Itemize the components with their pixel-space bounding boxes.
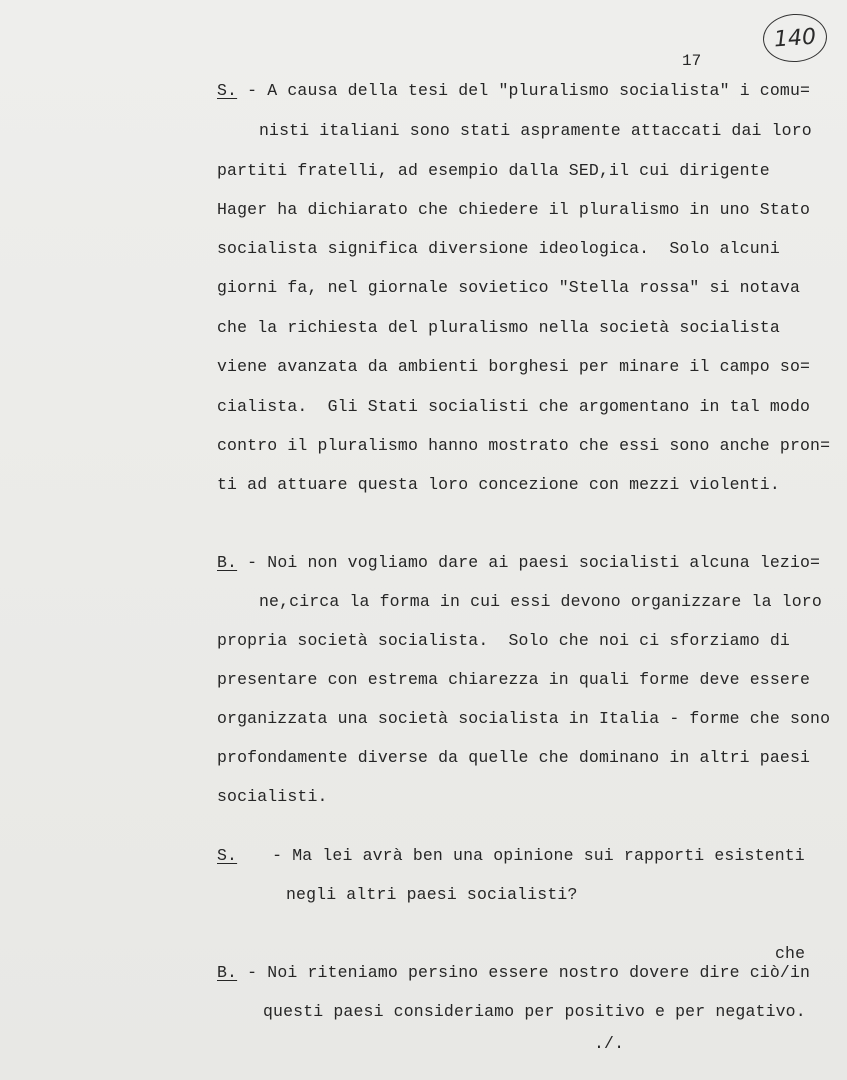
paragraph-line: Hager ha dichiarato che chiedere il pluralismo in uno Stato bbox=[217, 200, 811, 219]
paragraph-line: questi paesi consideriamo per positivo e per negativo. bbox=[263, 1002, 806, 1021]
speaker-label: B. bbox=[217, 553, 238, 572]
paragraph-line: socialista significa diversione ideologica. Solo alcuni bbox=[217, 239, 780, 258]
archive-page-stamp bbox=[761, 12, 828, 64]
paragraph-line: presentare con estrema chiarezza in quali forme deve essere bbox=[217, 670, 811, 689]
paragraph-line: contro il pluralismo hanno mostrato che essi sono anche pron= bbox=[217, 436, 831, 455]
speaker-label: S. bbox=[217, 81, 238, 100]
speaker-label: S. bbox=[217, 846, 238, 865]
paragraph-line: B. - Noi riteniamo persino essere nostro dovere dire ciò/in bbox=[217, 963, 811, 982]
archive-stamp-number: 140 bbox=[773, 24, 817, 52]
paragraph-line: negli altri paesi socialisti? bbox=[286, 885, 578, 904]
paragraph-line: S. - Ma lei avrà ben una opinione sui rapporti esistenti bbox=[217, 846, 805, 865]
paragraph-line: giorni fa, nel giornale sovietico "Stella rossa" si notava bbox=[217, 278, 800, 297]
paragraph-line: ne,circa la forma in cui essi devono organizzare la loro bbox=[259, 592, 822, 611]
handwritten-insertion: che bbox=[775, 944, 806, 963]
paragraph-line: propria società socialista. Solo che noi ci sforziamo di bbox=[217, 631, 790, 650]
paragraph-line: profondamente diverse da quelle che dominano in altri paesi bbox=[217, 748, 811, 767]
paragraph-line: viene avanzata da ambienti borghesi per minare il campo so= bbox=[217, 357, 811, 376]
paragraph-line: nisti italiani sono stati aspramente attaccati dai loro bbox=[259, 121, 812, 140]
paragraph-line: ti ad attuare questa loro concezione con mezzi violenti. bbox=[217, 475, 780, 494]
paragraph-line: che la richiesta del pluralismo nella società socialista bbox=[217, 318, 780, 337]
paragraph-line: organizzata una società socialista in Italia - forme che sono bbox=[217, 709, 831, 728]
page-number: 17 bbox=[682, 52, 702, 70]
paragraph-line: cialista. Gli Stati socialisti che argomentano in tal modo bbox=[217, 397, 811, 416]
paragraph-line: partiti fratelli, ad esempio dalla SED,il cui dirigente bbox=[217, 161, 770, 180]
paragraph-line: S. - A causa della tesi del "pluralismo socialista" i comu= bbox=[217, 81, 811, 100]
paragraph-line: B. - Noi non vogliamo dare ai paesi socialisti alcuna lezio= bbox=[217, 553, 821, 572]
speaker-label: B. bbox=[217, 963, 238, 982]
continuation-mark: ./. bbox=[594, 1034, 625, 1053]
paragraph-line: socialisti. bbox=[217, 787, 328, 806]
